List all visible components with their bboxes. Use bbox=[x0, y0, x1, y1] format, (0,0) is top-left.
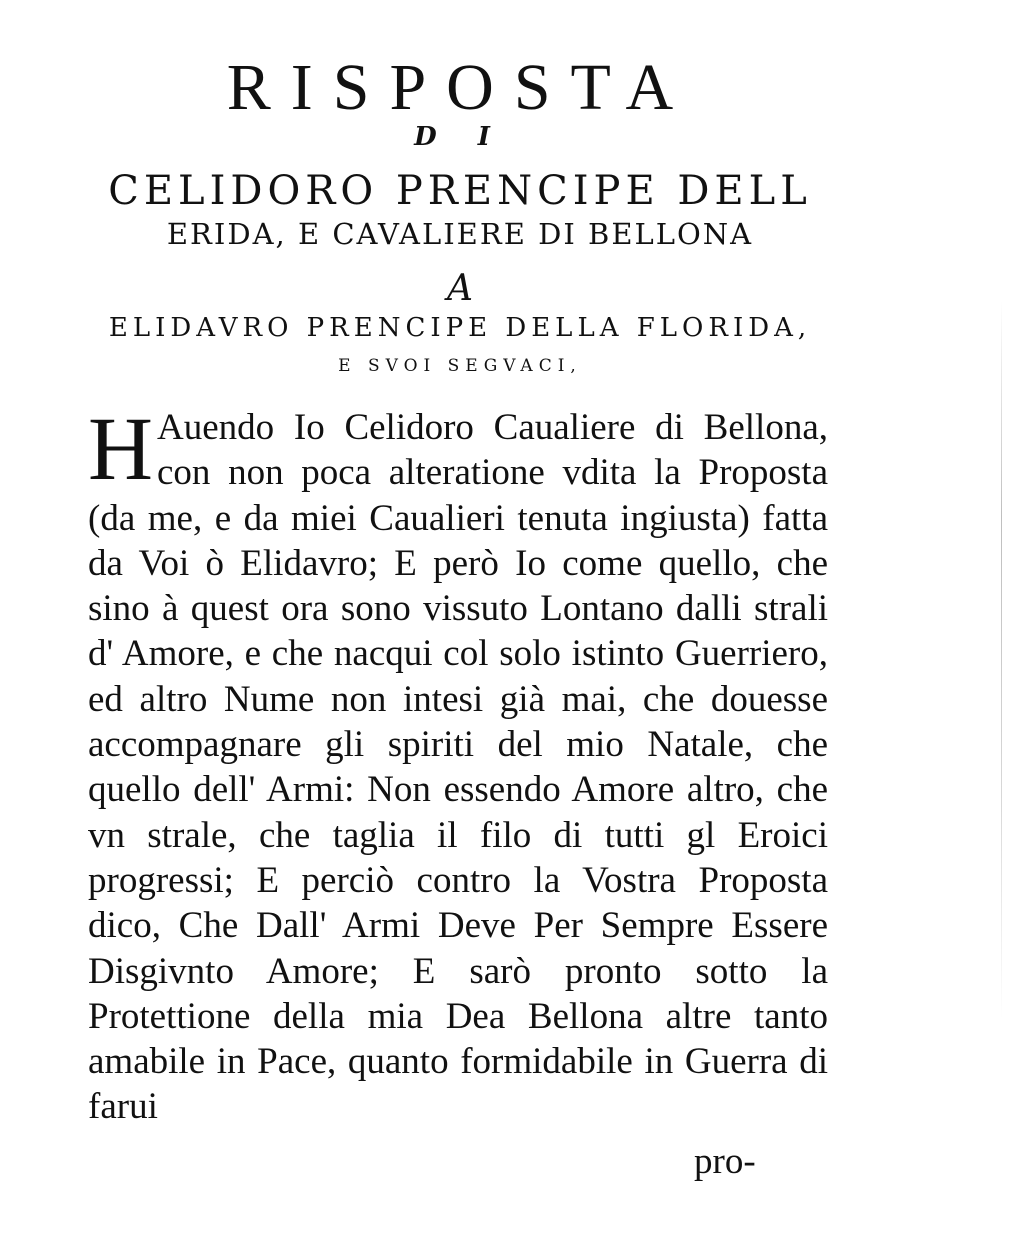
body-text: Auendo Io Celidoro Caualiere di Bellona, con non poca alteratione vdita la Proposta (da me, e da miei Caualieri tenuta ingiusta) fatta da Voi ò Elidavro; E però Io come quello, che sino à quest ora sono vissuto Lontano dalli strali d' Amore, e che nacqui col solo istinto Guerriero, ed altro Nume non intesi già mai, che douesse accompagnare gli spiriti del mio Natale, che quello dell' Armi: Non essendo Amore altro, che vn strale, che taglia il filo di tutti gl Eroici progressi; E perciò contro la Vostra Proposta dico, Che Dall' Armi Deve Per Sempre Essere Disgivnto Amore; E sarò pronto sotto la Protettione della mia Dea Bellona altre tanto amabile in Pace, quanto formidabile in Guerra di farui bbox=[88, 407, 828, 1128]
subtitle-line-2: ERIDA, E CAVALIERE DI BELLONA bbox=[166, 217, 754, 251]
body-paragraph bbox=[88, 400, 828, 1130]
catchword: pro- bbox=[694, 1141, 756, 1182]
page-edge-line bbox=[1001, 300, 1002, 1020]
flourish-letter-a: A bbox=[447, 268, 473, 309]
addressee-line-2: E SVOI SEGVACI, bbox=[338, 356, 582, 376]
title-di: D I bbox=[414, 122, 506, 152]
addressee-line-1: ELIDAVRO PRENCIPE DELLA FLORIDA, bbox=[108, 313, 812, 343]
subtitle-line-1: CELIDORO PRENCIPE DELL bbox=[108, 168, 812, 214]
drop-cap: H bbox=[88, 400, 153, 499]
page-title: RISPOSTA bbox=[226, 51, 694, 124]
